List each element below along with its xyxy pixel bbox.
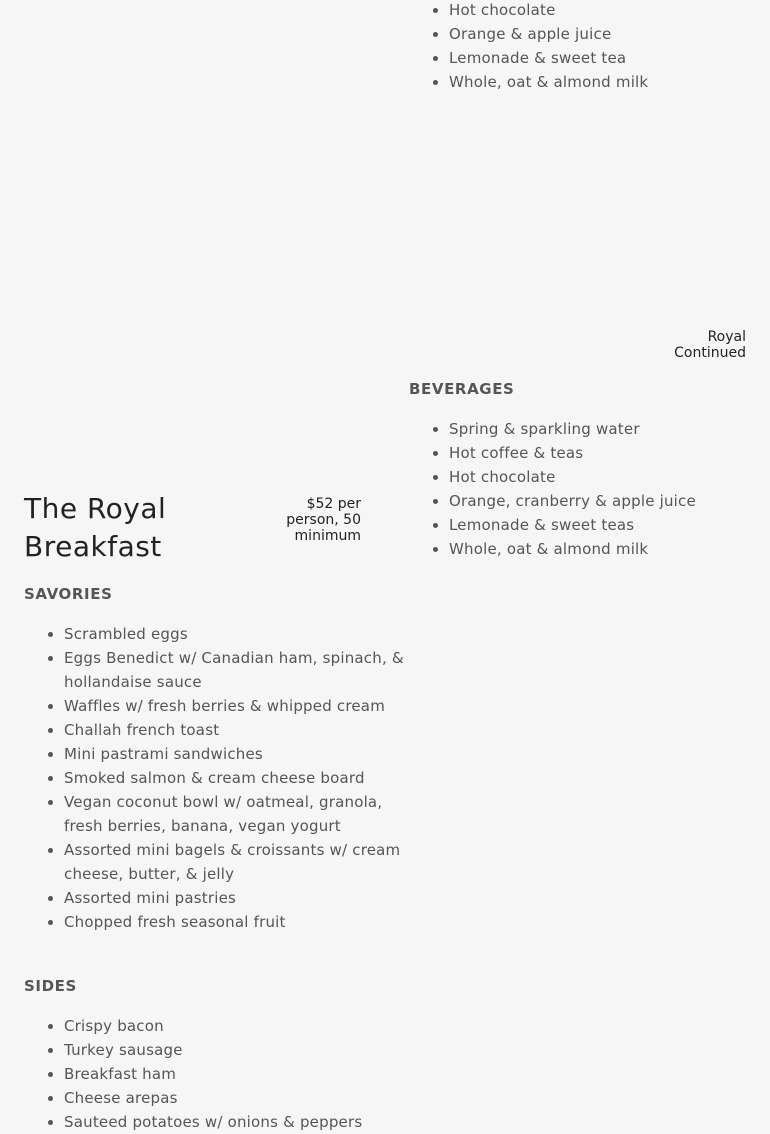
list-item: • Scrambled eggs — [64, 622, 409, 646]
price-label — [286, 496, 361, 544]
list-item: • Spring & sparkling water — [449, 417, 770, 441]
list-item: • Eggs Benedict w/ Canadian ham, spinach, & hollandaise sauce — [64, 646, 409, 694]
page-title — [24, 490, 166, 566]
savories-heading: SAVORIES — [24, 585, 113, 603]
list-item: • Sauteed potatoes w/ onions & peppers — [64, 1110, 409, 1134]
list-item: • Cheese arepas — [64, 1086, 409, 1110]
title-line1: The Royal — [24, 492, 167, 525]
list-item: • Assorted mini bagels & croissants w/ cream cheese, butter, & jelly — [64, 838, 409, 886]
sides-heading: SIDES — [24, 977, 77, 995]
royal-continued-line1: Royal — [707, 329, 746, 345]
royal-beverages-list — [409, 417, 770, 561]
list-item: • Mini pastrami sandwiches — [64, 742, 409, 766]
title-line2: Breakfast — [24, 530, 162, 563]
royal-continued-label — [674, 329, 746, 361]
list-item: • Chopped fresh seasonal fruit — [64, 910, 409, 934]
list-item: • Hot chocolate — [449, 0, 770, 22]
list-item: • Orange, cranberry & apple juice — [449, 489, 770, 513]
list-item: • Breakfast ham — [64, 1062, 409, 1086]
sides-list — [24, 1014, 409, 1134]
list-item: • Hot coffee & teas — [449, 441, 770, 465]
price-line1: $52 per — [306, 496, 361, 512]
list-item: • Waffles w/ fresh berries & whipped cream — [64, 694, 409, 718]
list-item: • Smoked salmon & cream cheese board — [64, 766, 409, 790]
list-item: • Hot chocolate — [449, 465, 770, 489]
list-item: • Crispy bacon — [64, 1014, 409, 1038]
list-item: • Challah french toast — [64, 718, 409, 742]
list-item: • Orange & apple juice — [449, 22, 770, 46]
beverages-heading: BEVERAGES — [409, 380, 515, 398]
price-line2: person, 50 — [286, 512, 361, 528]
list-item: • Whole, oat & almond milk — [449, 70, 770, 94]
list-item: • Assorted mini pastries — [64, 886, 409, 910]
royal-continued-line2: Continued — [674, 345, 746, 361]
list-item: • Whole, oat & almond milk — [449, 537, 770, 561]
price-line3: minimum — [294, 528, 361, 544]
list-item: • Lemonade & sweet tea — [449, 46, 770, 70]
savories-list — [24, 622, 409, 934]
list-item: • Lemonade & sweet teas — [449, 513, 770, 537]
top-beverages-list — [409, 0, 770, 94]
list-item: • Vegan coconut bowl w/ oatmeal, granola, fresh berries, banana, vegan yogurt — [64, 790, 409, 838]
list-item: • Turkey sausage — [64, 1038, 409, 1062]
